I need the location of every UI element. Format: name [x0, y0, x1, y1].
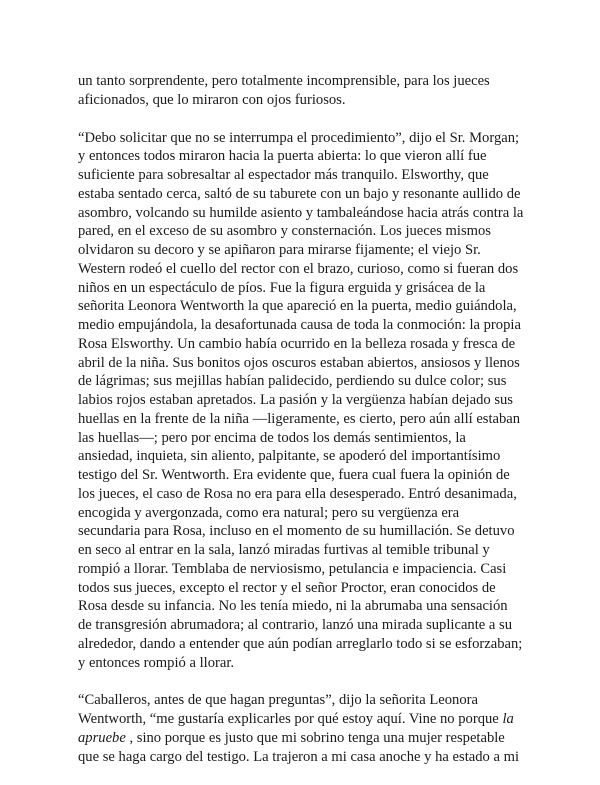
- text-line: un tanto sorprendente, pero totalmente incomprensible, para los jueces: [78, 73, 490, 89]
- text-line: Rosa Elsworthy. Un cambio había ocurrido en la belleza rosada y fresca de: [78, 335, 516, 352]
- text-line: que se haga cargo del testigo. La trajeron a mi casa anoche y ha estado a mi: [78, 748, 520, 765]
- text-line: rompió a llorar. Temblaba de nerviosismo, petulancia e impaciencia. Casi: [78, 560, 507, 577]
- text-line: niños en un espectáculo de píos. Fue la figura erguida y grisácea de la: [78, 279, 486, 296]
- text-line: de transgresión abrumadora; al contrario, lanzó una mirada suplicante a su: [78, 617, 513, 633]
- text-line: encogida y avergonzada, como era natural; pero su vergüenza era: [78, 504, 460, 521]
- text-line: aficionados, que lo miraron con ojos furiosos.: [78, 91, 346, 108]
- text-line: de lágrimas; sus mejillas habían palidecido, perdiendo su dulce color; sus: [78, 373, 507, 390]
- text-line: olvidaron su decoro y se apiñaron para mirarse fijamente; el viejo Sr.: [78, 242, 481, 258]
- text-line: y entonces todos miraron hacia la puerta abierta: lo que vieron allí fue: [78, 148, 487, 165]
- text-line: los jueces, el caso de Rosa no era para ella desesperado. Entró desanimada,: [78, 485, 517, 502]
- text-line: Rosa desde su infancia. No les tenía miedo, ni la abrumaba una sensación: [78, 598, 508, 615]
- text-line: [78, 729, 530, 748]
- text-line: huellas en la frente de la niña —ligeramente, es cierto, pero aún allí estaban: [78, 410, 521, 427]
- text-line: estaba sentado cerca, saltó de su taburete con un bajo y resonante aullido de: [78, 185, 521, 202]
- text-line: abril de la niña. Sus bonitos ojos oscuros estaban abiertos, ansiosos y llenos: [78, 354, 520, 371]
- text-line: “Debo solicitar que no se interrumpa el procedimiento”, dijo el Sr. Morgan;: [78, 129, 520, 146]
- text-line: medio empujándola, la desafortunada causa de toda la conmoción: la propia: [78, 317, 521, 333]
- document-page: [78, 72, 530, 785]
- text-line: [78, 710, 530, 729]
- italic-phrase: la: [502, 711, 514, 727]
- text-line: testigo del Sr. Wentworth. Era evidente que, fuera cual fuera la opinión de: [78, 467, 510, 483]
- text-line: alrededor, dando a entender que aún podían arreglarlo todo si se esforzaban;: [78, 635, 523, 652]
- paragraph-3: [78, 691, 530, 766]
- italic-phrase: apruebe: [78, 729, 126, 746]
- paragraph-1: [78, 72, 530, 110]
- text-line: ansiedad, inquieta, sin aliento, palpitante, se apoderó del importantísimo: [78, 448, 501, 465]
- paragraph-2: [78, 129, 530, 673]
- text-segment: , sino porque es justo que mi sobrino tenga una mujer respetable: [129, 729, 505, 746]
- text-line: señorita Leonora Wentworth la que apareció en la puerta, medio guiándola,: [78, 298, 517, 315]
- text-line: suficiente para sobresaltar al espectador más tranquilo. Elsworthy, que: [78, 167, 489, 183]
- text-line: en seco al entrar en la sala, lanzó miradas furtivas al temible tribunal y: [78, 542, 490, 558]
- text-line: Western rodeó el cuello del rector con el brazo, curioso, como si fueran dos: [78, 260, 519, 277]
- text-line: asombro, volcando su humilde asiento y tambaleándose hacia atrás contra la: [78, 204, 524, 221]
- text-line: “Caballeros, antes de que hagan preguntas”, dijo la señorita Leonora: [78, 692, 478, 709]
- text-line: labios rojos estaban apretados. La pasión y la vergüenza habían dejado sus: [78, 392, 513, 408]
- text-line: todos sus jueces, excepto el rector y el señor Proctor, eran conocidos de: [78, 579, 496, 596]
- text-line: las huellas—; pero por encima de todos los demás sentimientos, la: [78, 429, 466, 446]
- text-line: pared, en el exceso de su asombro y consternación. Los jueces mismos: [78, 223, 491, 240]
- text-segment: Wentworth, “me gustaría explicarles por qué estoy aquí. Vine no porque: [78, 711, 499, 727]
- text-line: secundaria para Rosa, incluso en el momento de su humillación. Se detuvo: [78, 523, 515, 540]
- text-line: y entonces rompió a llorar.: [78, 654, 235, 671]
